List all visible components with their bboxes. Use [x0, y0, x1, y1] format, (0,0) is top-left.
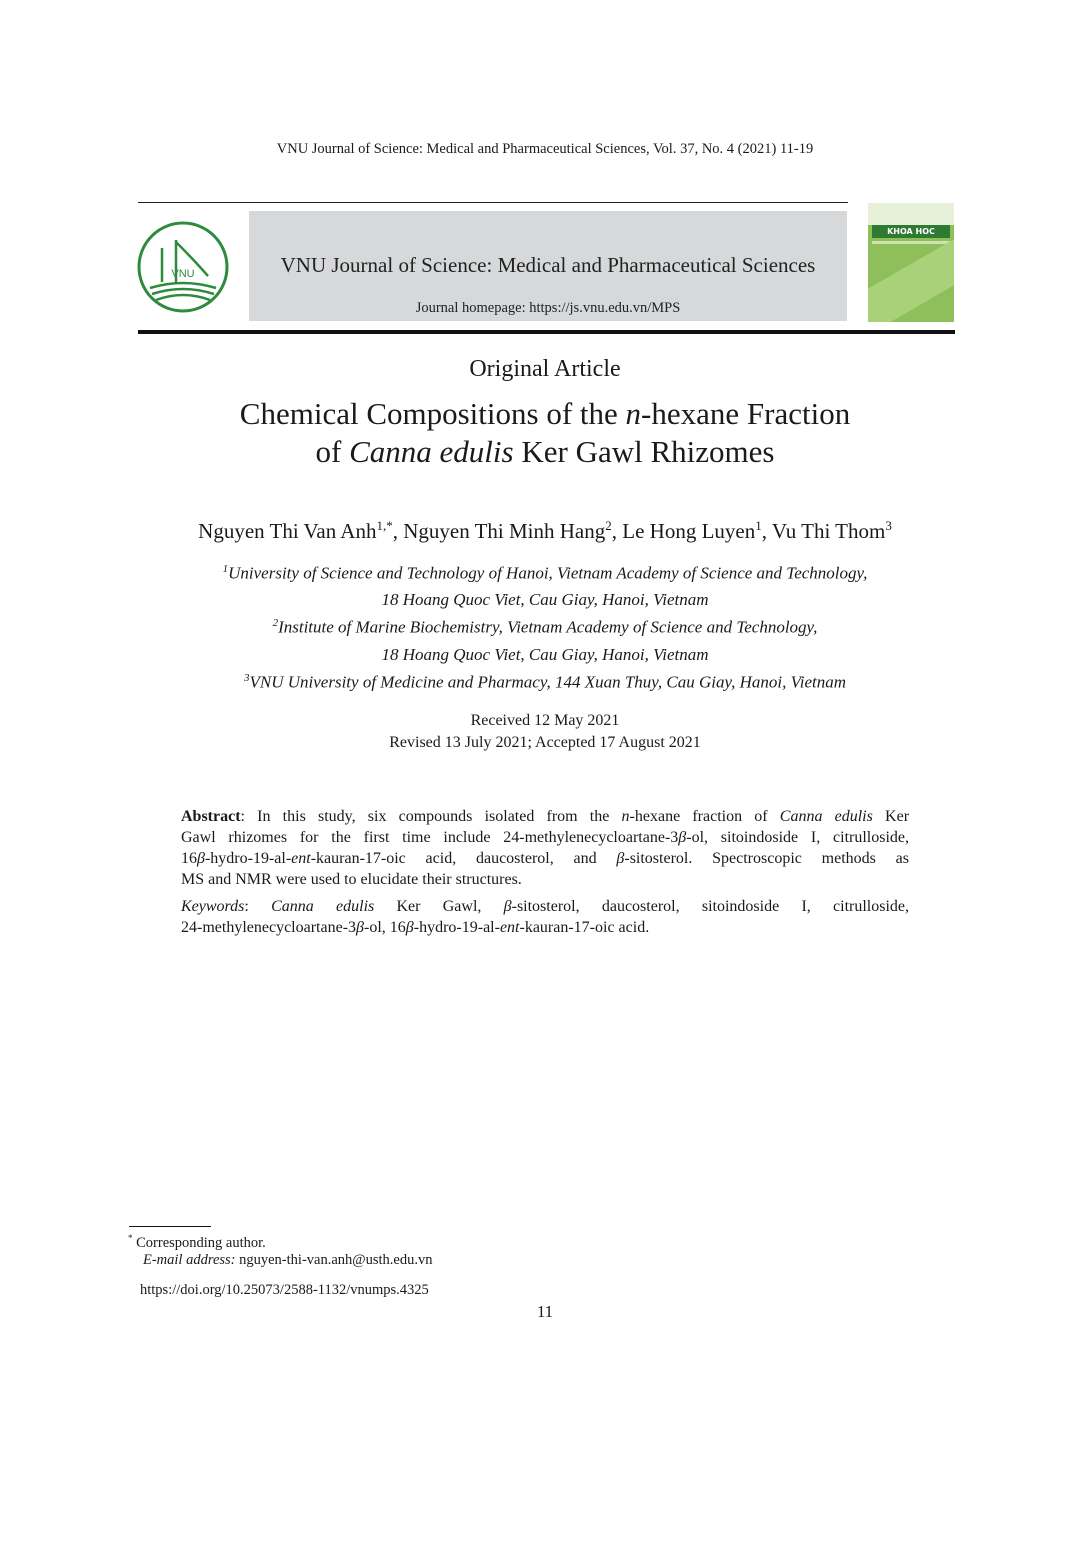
author: Le Hong Luyen [622, 519, 756, 543]
footnote-corresponding-author: * Corresponding author. [128, 1233, 266, 1251]
footnote-email: E-mail address: nguyen-thi-van.anh@usth.edu.vn [143, 1252, 433, 1268]
vnu-logo-icon [136, 220, 230, 314]
article-type: Original Article [469, 356, 621, 382]
header-rule [138, 202, 848, 203]
banner-homepage: Journal homepage: https://js.vnu.edu.vn/MPS [415, 300, 681, 316]
doi-link[interactable]: https://doi.org/10.25073/2588-1132/vnumps.4325 [140, 1282, 429, 1298]
article-title-line-1: Chemical Compositions of the n-hexane Fraction [239, 396, 851, 431]
author-list: Nguyen Thi Van Anh$^{1,*}$, Nguyen Thi Minh Hang$^2$, Le Hong Luyen$^1$, Vu Thi Thom$^3$ [198, 518, 892, 543]
affiliation-1: $^1$University of Science and Technology of Hanoi, Vietnam Academy of Science and Technology, [222, 563, 868, 583]
affiliation-2: $^2$Institute of Marine Biochemistry, Vietnam Academy of Science and Technology, [272, 617, 818, 637]
banner-bottom-rule [138, 330, 955, 334]
author: Nguyen Thi Minh Hang [403, 519, 606, 543]
keywords-label: Keywords [181, 898, 245, 915]
keywords: Keywords: Canna edulis Ker Gawl, β-sitosterol, daucosterol, sitoindoside I, citrulloside, 24-methylenecycloartane-3β-ol, 16β-hydro-19-al-ent-kauran-17-oic acid. [181, 898, 909, 936]
affiliation-2-address: 18 Hoang Quoc Viet, Cau Giay, Hanoi, Vietnam [381, 645, 709, 664]
cover-label: KHOA HOC [872, 225, 950, 238]
revised-accepted-date: Revised 13 July 2021; Accepted 17 August 2021 [389, 734, 701, 751]
journal-cover-thumbnail [868, 203, 954, 322]
running-header: VNU Journal of Science: Medical and Pharmaceutical Sciences, Vol. 37, No. 4 (2021) 11-19 [276, 141, 814, 157]
author-affiliation-mark: 3 [885, 518, 892, 533]
author: Vu Thi Thom [771, 519, 886, 543]
page-number: 11 [536, 1302, 554, 1321]
author-affiliation-mark: 2 [605, 518, 612, 533]
author-affiliation-mark: 1 [755, 518, 762, 533]
author-affiliation-mark: 1,* [376, 518, 393, 533]
banner-journal-title: VNU Journal of Science: Medical and Pharmaceutical Sciences [280, 253, 816, 277]
article-title-line-2: of Canna edulis Ker Gawl Rhizomes [315, 434, 775, 469]
affiliation-3: $^3$VNU University of Medicine and Pharmacy, 144 Xuan Thuy, Cau Giay, Hanoi, Vietnam [244, 672, 846, 692]
email-link[interactable]: nguyen-thi-van.anh@usth.edu.vn [235, 1252, 433, 1268]
affiliation-1-address: 18 Hoang Quoc Viet, Cau Giay, Hanoi, Vietnam [381, 590, 709, 609]
abstract: Abstract: In this study, six compounds isolated from the n-hexane fraction of Canna edulis Ker Gawl rhizomes for the first time include 24-methylenecycloartane-3β-ol, sitoindoside I, citrulloside, 16β-hydro-19-al-ent-kauran-17-oic acid, daucosterol, and β-sitosterol. Spectroscopic methods as MS and NMR were used to elucidate their structures. [181, 808, 910, 888]
received-date: Received 12 May 2021 [470, 712, 620, 729]
vnu-logo-text: VNU [171, 268, 195, 280]
footnote-rule [129, 1226, 211, 1227]
abstract-label: Abstract [181, 808, 241, 825]
author: Nguyen Thi Van Anh [198, 519, 377, 543]
